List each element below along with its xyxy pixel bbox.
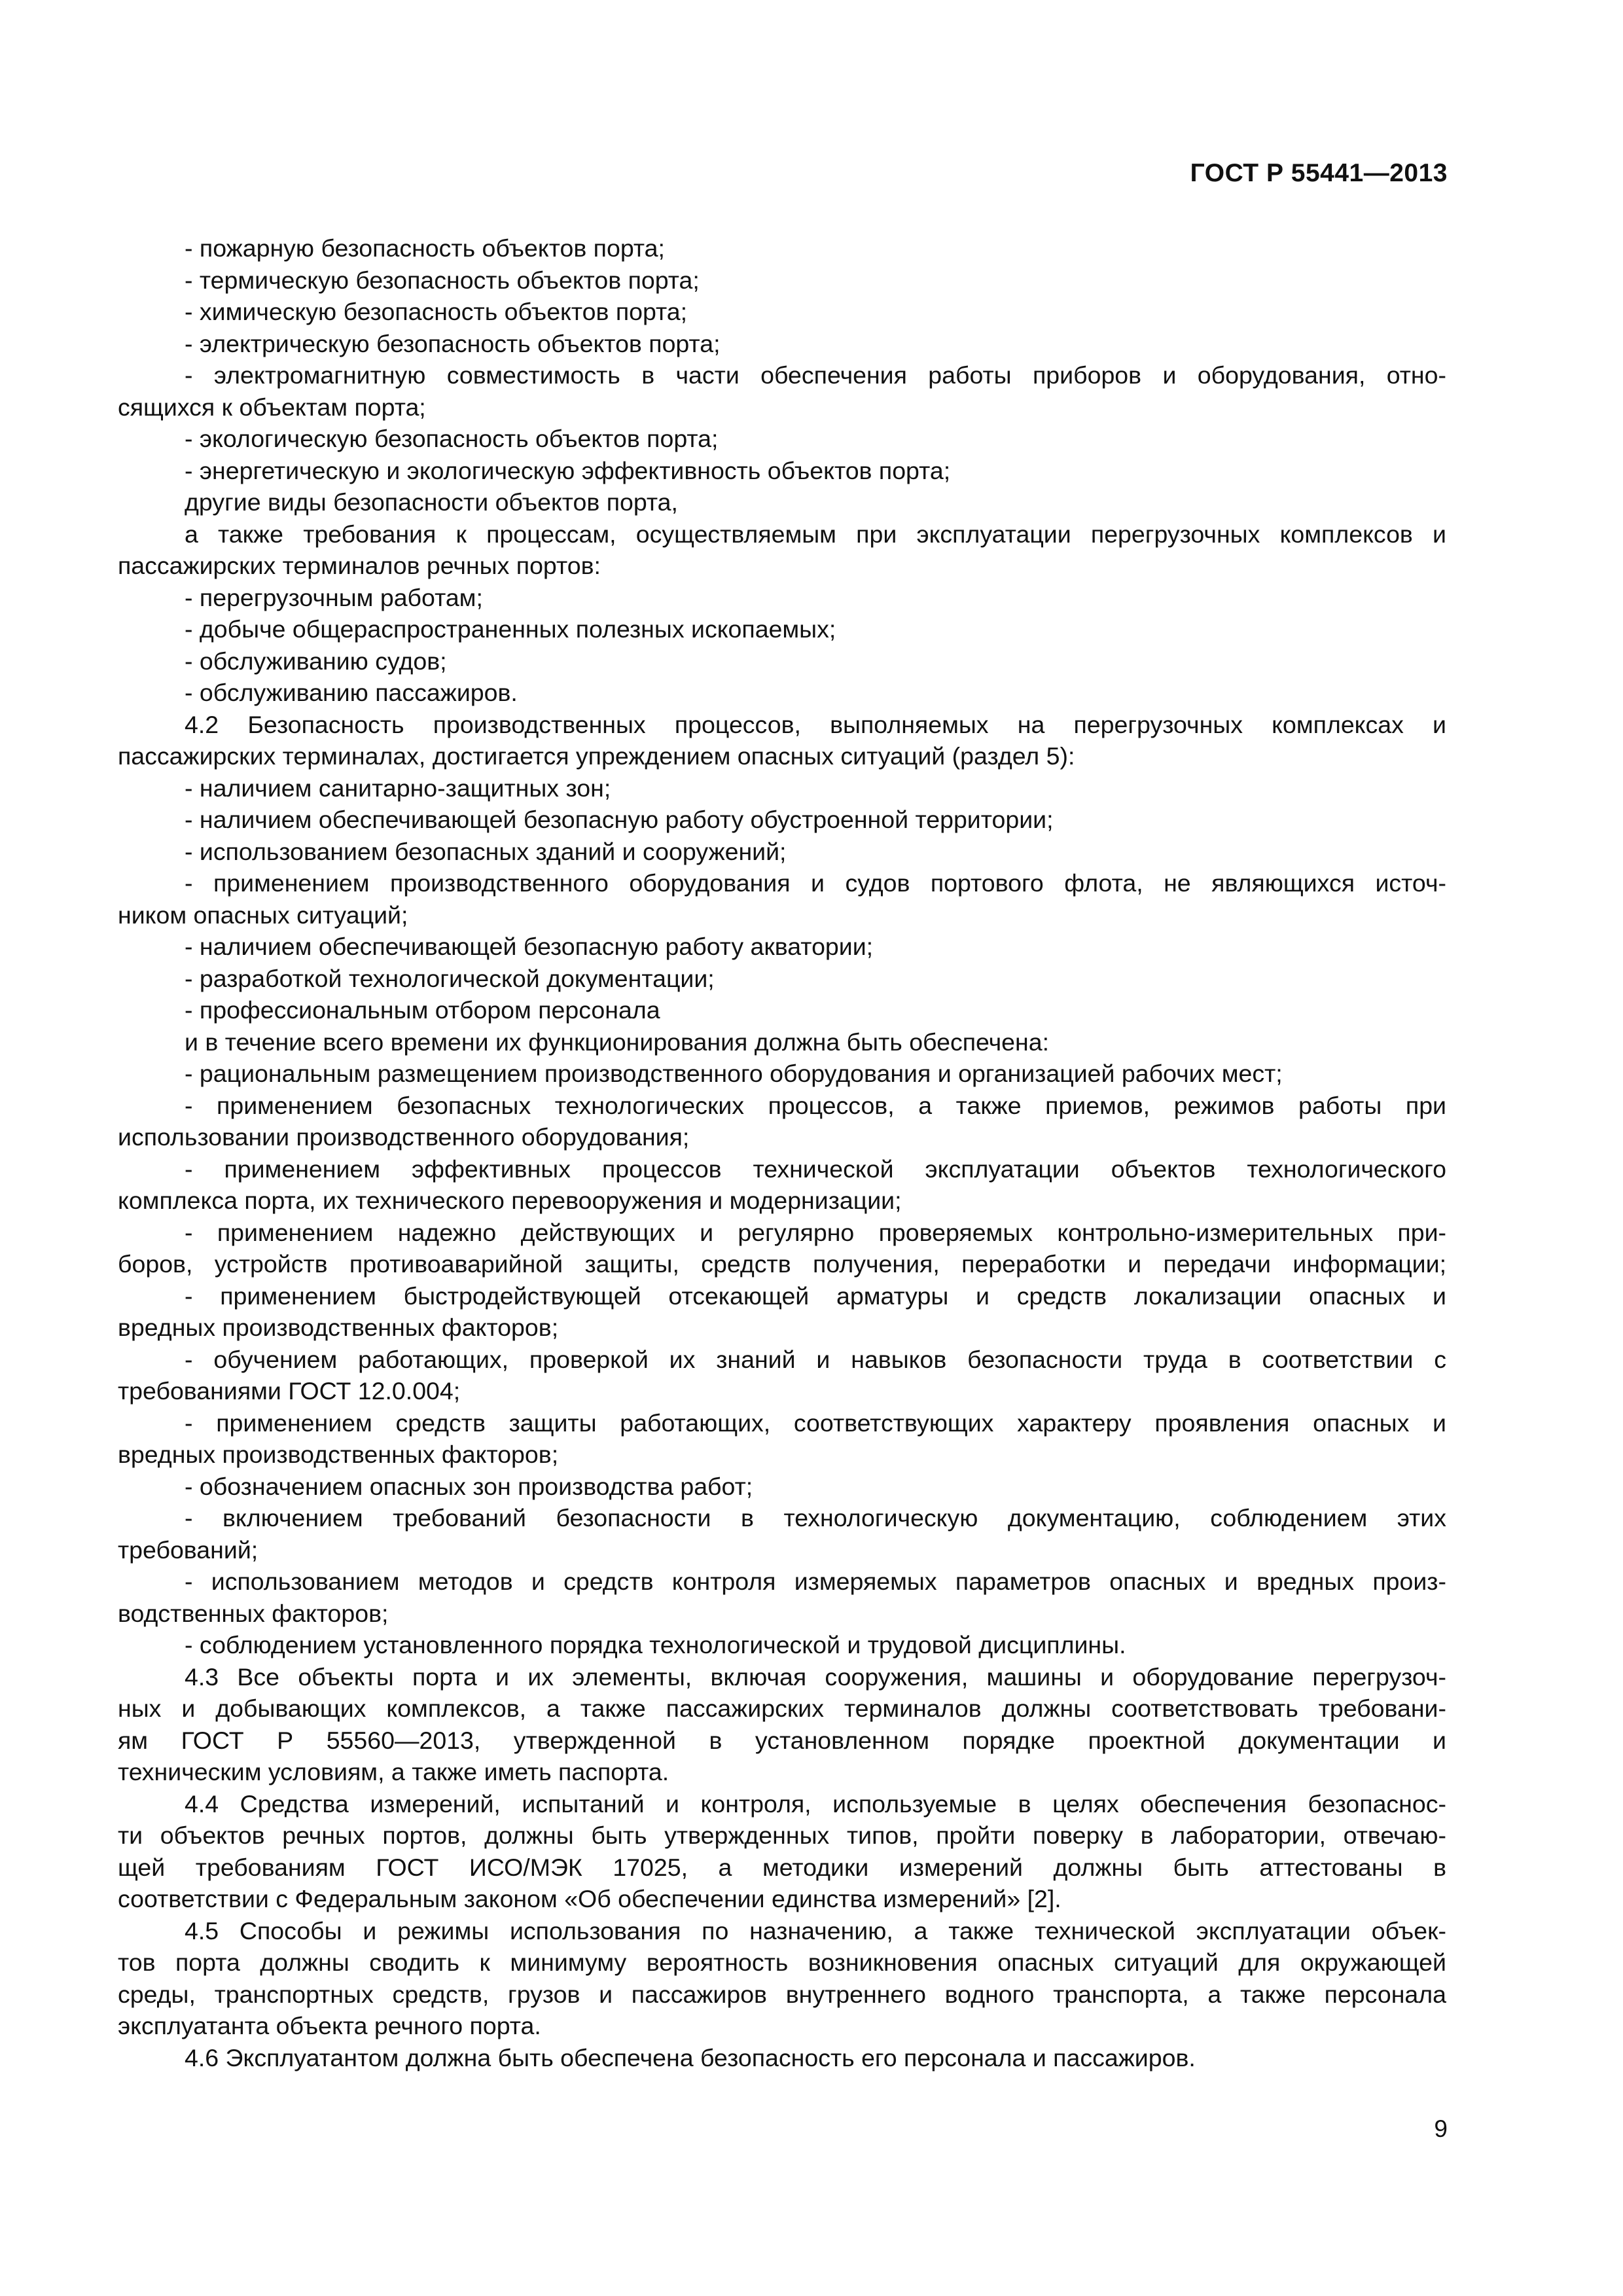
text-line: ником опасных ситуаций; xyxy=(118,901,408,929)
text-line: - обслуживанию судов; xyxy=(185,647,447,675)
text-line: другие виды безопасности объектов порта, xyxy=(185,488,678,516)
text-line: и в течение всего времени их функционирования должна быть обеспечена: xyxy=(185,1028,1050,1056)
text-line: - экологическую безопасность объектов порта; xyxy=(185,425,719,452)
text-line: - добыче общераспространенных полезных ископаемых; xyxy=(185,615,836,643)
text-line: вредных производственных факторов; xyxy=(118,1314,559,1341)
text-line: - химическую безопасность объектов порта; xyxy=(185,298,688,325)
text-line: ти объектов речных портов, должны быть утвержденных типов, пройти поверку в лаборатории, отвечаю- xyxy=(118,1821,1446,1849)
text-line: - применением надежно действующих и регулярно проверяемых контрольно-измерительных при- xyxy=(185,1218,1446,1246)
text-line: - включением требований безопасности в технологическую документацию, соблюдением этих xyxy=(185,1504,1446,1532)
text-line: сящихся к объектам порта; xyxy=(118,393,426,421)
text-line: - применением эффективных процессов технической эксплуатации объектов технологического xyxy=(185,1155,1446,1183)
text-line: 4.2 Безопасность производственных процессов, выполняемых на перегрузочных комплексах и xyxy=(185,710,1446,738)
text-line: - электрическую безопасность объектов порта; xyxy=(185,329,721,357)
standard-designation: ГОСТ Р 55441—2013 xyxy=(1190,159,1448,187)
text-line: - соблюдением установленного порядка технологической и трудовой дисциплины. xyxy=(185,1631,1126,1659)
text-line: - применением быстродействующей отсекающей арматуры и средств локализации опасных и xyxy=(185,1282,1446,1310)
text-line: 4.5 Способы и режимы использования по назначению, а также технической эксплуатации объек- xyxy=(185,1916,1446,1945)
text-line: водственных факторов; xyxy=(118,1599,389,1627)
text-line: - наличием обеспечивающей безопасную работу обустроенной территории; xyxy=(185,806,1054,833)
text-line: 4.3 Все объекты порта и их элементы, включая сооружения, машины и оборудование перегрузоч- xyxy=(185,1662,1446,1691)
text-line: 4.6 Эксплуатантом должна быть обеспечена безопасность его персонала и пассажиров. xyxy=(185,2043,1196,2072)
text-line: эксплуатанта объекта речного порта. xyxy=(118,2012,541,2039)
body-text xyxy=(118,232,1446,2073)
text-line: - применением безопасных технологических процессов, а также приемов, режимов работы при xyxy=(185,1091,1446,1119)
text-line: тов порта должны сводить к минимуму вероятность возникновения опасных ситуаций для окружающей xyxy=(118,1948,1446,1976)
text-line: - профессиональным отбором персонала xyxy=(185,996,660,1024)
text-line: - использованием методов и средств контроля измеряемых параметров опасных и вредных произ- xyxy=(185,1568,1446,1595)
text-line: - использованием безопасных зданий и сооружений; xyxy=(185,837,787,865)
text-line: вредных производственных факторов; xyxy=(118,1441,559,1468)
text-line: требований; xyxy=(118,1535,259,1564)
text-line: пассажирских терминалов речных портов: xyxy=(118,552,601,579)
text-line: ям ГОСТ Р 55560—2013, утвержденной в установленном порядке проектной документации и xyxy=(118,1726,1446,1754)
text-line: - перегрузочным работам; xyxy=(185,583,483,611)
text-line: среды, транспортных средств, грузов и пассажиров внутреннего водного транспорта, а также персонала xyxy=(118,1980,1446,2008)
text-line: - наличием санитарно-защитных зон; xyxy=(185,774,611,802)
text-line: - обслуживанию пассажиров. xyxy=(185,679,518,706)
text-line: - пожарную безопасность объектов порта; xyxy=(185,234,665,262)
text-line: использовании производственного оборудования; xyxy=(118,1123,690,1151)
text-line: ных и добывающих комплексов, а также пассажирских терминалов должны соответствовать требовани- xyxy=(118,1695,1446,1722)
text-line: соответствии с Федеральным законом «Об обеспечении единства измерений» [2]. xyxy=(118,1885,1061,1912)
text-line: техническим условиям, а также иметь паспорта. xyxy=(118,1758,669,1785)
text-line: - обучением работающих, проверкой их знаний и навыков безопасности труда в соответствии с xyxy=(185,1345,1446,1373)
text-line: щей требованиям ГОСТ ИСО/МЭК 17025, а методики измерений должны быть аттестованы в xyxy=(118,1853,1446,1881)
text-line: боров, устройств противоаварийной защиты, средств получения, переработки и передачи информации; xyxy=(118,1250,1446,1278)
page-number: 9 xyxy=(1434,2115,1448,2142)
text-line: - применением средств защиты работающих, соответствующих характеру проявления опасных и xyxy=(185,1408,1446,1437)
text-line: а также требования к процессам, осуществляемым при эксплуатации перегрузочных комплексов и xyxy=(185,520,1446,548)
text-line: - электромагнитную совместимость в части обеспечения работы приборов и оборудования, отно- xyxy=(185,361,1446,389)
text-line: - обозначением опасных зон производства работ; xyxy=(185,1472,753,1500)
text-line: - рациональным размещением производственного оборудования и организацией рабочих мест; xyxy=(185,1060,1283,1087)
text-line: 4.4 Средства измерений, испытаний и контроля, используемые в целях обеспечения безопаснос- xyxy=(185,1789,1446,1818)
text-line: - наличием обеспечивающей безопасную работу акватории; xyxy=(185,933,874,960)
text-line: - применением производственного оборудования и судов портового флота, не являющихся источ- xyxy=(185,869,1446,897)
text-line: комплекса порта, их технического перевооружения и модернизации; xyxy=(118,1187,902,1214)
text-line: - энергетическую и экологическую эффективность объектов порта; xyxy=(185,456,951,484)
text-line: требованиями ГОСТ 12.0.004; xyxy=(118,1377,461,1405)
text-line: - разработкой технологической документации; xyxy=(185,964,715,992)
text-line: - термическую безопасность объектов порта; xyxy=(185,266,700,294)
text-line: пассажирских терминалах, достигается упреждением опасных ситуаций (раздел 5): xyxy=(118,742,1075,770)
